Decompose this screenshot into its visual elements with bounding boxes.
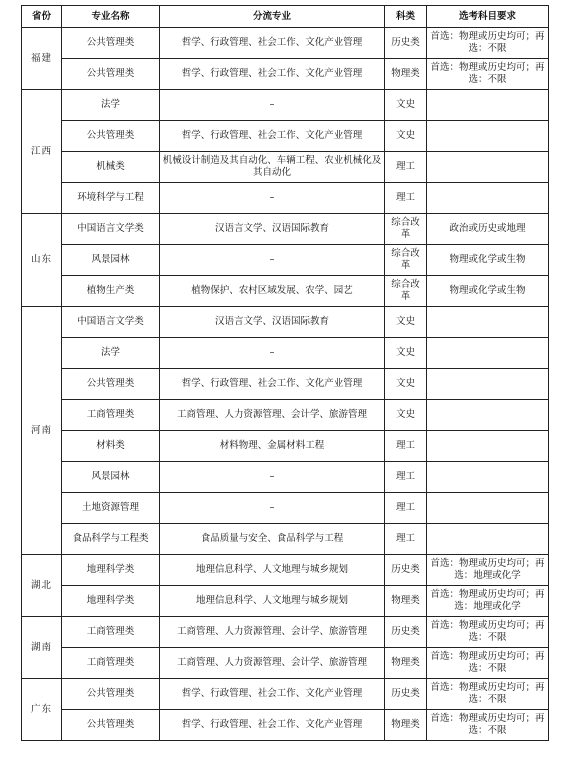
province-cell: 广东 bbox=[22, 679, 62, 741]
table-body bbox=[22, 28, 549, 741]
table-row bbox=[22, 679, 549, 710]
table-row bbox=[22, 307, 549, 338]
major-name-cell: 公共管理类 bbox=[62, 28, 160, 59]
requirement-cell bbox=[427, 90, 549, 121]
requirement-cell: 首选：物理或历史均可；再选：不限 bbox=[427, 617, 549, 648]
table-row bbox=[22, 59, 549, 90]
major-name-cell: 环境科学与工程 bbox=[62, 183, 160, 214]
split-major-cell: – bbox=[160, 183, 385, 214]
split-major-cell: 地理信息科学、人文地理与城乡规划 bbox=[160, 586, 385, 617]
requirement-cell bbox=[427, 152, 549, 183]
province-cell: 福建 bbox=[22, 28, 62, 90]
category-cell: 理工 bbox=[385, 152, 427, 183]
major-name-cell: 公共管理类 bbox=[62, 679, 160, 710]
major-name-cell: 工商管理类 bbox=[62, 617, 160, 648]
table-header-row bbox=[22, 6, 549, 28]
major-name-cell: 公共管理类 bbox=[62, 59, 160, 90]
category-cell: 物理类 bbox=[385, 586, 427, 617]
category-cell: 理工 bbox=[385, 431, 427, 462]
province-cell: 山东 bbox=[22, 214, 62, 307]
table-row bbox=[22, 648, 549, 679]
major-name-cell: 植物生产类 bbox=[62, 276, 160, 307]
split-major-cell: 哲学、行政管理、社会工作、文化产业管理 bbox=[160, 59, 385, 90]
split-major-cell: – bbox=[160, 493, 385, 524]
split-major-cell: – bbox=[160, 245, 385, 276]
major-name-cell: 地理科学类 bbox=[62, 555, 160, 586]
major-split-table bbox=[21, 5, 549, 741]
category-cell: 文史 bbox=[385, 338, 427, 369]
table-row bbox=[22, 555, 549, 586]
category-cell: 历史类 bbox=[385, 617, 427, 648]
requirement-cell: 首选：物理或历史均可；再选：不限 bbox=[427, 59, 549, 90]
province-cell: 河南 bbox=[22, 307, 62, 555]
requirement-cell bbox=[427, 307, 549, 338]
major-name-cell: 中国语言文学类 bbox=[62, 307, 160, 338]
major-name-cell: 工商管理类 bbox=[62, 400, 160, 431]
table-row bbox=[22, 586, 549, 617]
split-major-cell: 汉语言文学、汉语国际教育 bbox=[160, 307, 385, 338]
major-name-cell: 土地资源管理 bbox=[62, 493, 160, 524]
requirement-cell: 首选：物理或历史均可；再选：地理或化学 bbox=[427, 555, 549, 586]
major-name-cell: 中国语言文学类 bbox=[62, 214, 160, 245]
header-province: 省份 bbox=[22, 6, 62, 28]
category-cell: 文史 bbox=[385, 121, 427, 152]
category-cell: 综合改革 bbox=[385, 276, 427, 307]
split-major-cell: – bbox=[160, 462, 385, 493]
table-row bbox=[22, 214, 549, 245]
category-cell: 历史类 bbox=[385, 679, 427, 710]
split-major-cell: 哲学、行政管理、社会工作、文化产业管理 bbox=[160, 28, 385, 59]
requirement-cell: 物理或化学或生物 bbox=[427, 245, 549, 276]
category-cell: 文史 bbox=[385, 369, 427, 400]
requirement-cell bbox=[427, 183, 549, 214]
category-cell: 文史 bbox=[385, 307, 427, 338]
split-major-cell: 工商管理、人力资源管理、会计学、旅游管理 bbox=[160, 400, 385, 431]
table-row bbox=[22, 245, 549, 276]
table-row bbox=[22, 493, 549, 524]
split-major-cell: 材料物理、金属材料工程 bbox=[160, 431, 385, 462]
category-cell: 综合改革 bbox=[385, 245, 427, 276]
requirement-cell bbox=[427, 400, 549, 431]
category-cell: 理工 bbox=[385, 462, 427, 493]
major-name-cell: 工商管理类 bbox=[62, 648, 160, 679]
split-major-cell: 工商管理、人力资源管理、会计学、旅游管理 bbox=[160, 617, 385, 648]
category-cell: 文史 bbox=[385, 90, 427, 121]
major-name-cell: 风景园林 bbox=[62, 462, 160, 493]
table-row bbox=[22, 121, 549, 152]
requirement-cell: 首选：物理或历史均可；再选：不限 bbox=[427, 28, 549, 59]
category-cell: 理工 bbox=[385, 493, 427, 524]
requirement-cell: 首选：物理或历史均可；再选：地理或化学 bbox=[427, 586, 549, 617]
requirement-cell bbox=[427, 462, 549, 493]
split-major-cell: 地理信息科学、人文地理与城乡规划 bbox=[160, 555, 385, 586]
header-split-major: 分流专业 bbox=[160, 6, 385, 28]
requirement-cell bbox=[427, 524, 549, 555]
split-major-cell: 汉语言文学、汉语国际教育 bbox=[160, 214, 385, 245]
category-cell: 历史类 bbox=[385, 555, 427, 586]
table-row bbox=[22, 28, 549, 59]
major-name-cell: 公共管理类 bbox=[62, 369, 160, 400]
major-name-cell: 风景园林 bbox=[62, 245, 160, 276]
table-row bbox=[22, 400, 549, 431]
category-cell: 理工 bbox=[385, 183, 427, 214]
table-row bbox=[22, 369, 549, 400]
header-requirement: 选考科目要求 bbox=[427, 6, 549, 28]
requirement-cell: 首选：物理或历史均可；再选：不限 bbox=[427, 679, 549, 710]
major-name-cell: 材料类 bbox=[62, 431, 160, 462]
category-cell: 综合改革 bbox=[385, 214, 427, 245]
table-row bbox=[22, 617, 549, 648]
split-major-cell: 食品质量与安全、食品科学与工程 bbox=[160, 524, 385, 555]
requirement-cell bbox=[427, 121, 549, 152]
table-row bbox=[22, 183, 549, 214]
table-row bbox=[22, 90, 549, 121]
requirement-cell: 物理或化学或生物 bbox=[427, 276, 549, 307]
requirement-cell: 政治或历史或地理 bbox=[427, 214, 549, 245]
split-major-cell: 工商管理、人力资源管理、会计学、旅游管理 bbox=[160, 648, 385, 679]
major-name-cell: 食品科学与工程类 bbox=[62, 524, 160, 555]
major-name-cell: 公共管理类 bbox=[62, 710, 160, 741]
split-major-cell: – bbox=[160, 90, 385, 121]
province-cell: 江西 bbox=[22, 90, 62, 214]
table-row bbox=[22, 462, 549, 493]
category-cell: 物理类 bbox=[385, 710, 427, 741]
requirement-cell bbox=[427, 369, 549, 400]
table-row bbox=[22, 431, 549, 462]
split-major-cell: 机械设计制造及其自动化、车辆工程、农业机械化及其自动化 bbox=[160, 152, 385, 183]
requirement-cell: 首选：物理或历史均可；再选：不限 bbox=[427, 710, 549, 741]
header-category: 科类 bbox=[385, 6, 427, 28]
category-cell: 历史类 bbox=[385, 28, 427, 59]
split-major-cell: 哲学、行政管理、社会工作、文化产业管理 bbox=[160, 679, 385, 710]
category-cell: 物理类 bbox=[385, 59, 427, 90]
table-row bbox=[22, 710, 549, 741]
table-row bbox=[22, 524, 549, 555]
major-name-cell: 法学 bbox=[62, 90, 160, 121]
table-row bbox=[22, 152, 549, 183]
requirement-cell bbox=[427, 431, 549, 462]
category-cell: 文史 bbox=[385, 400, 427, 431]
province-cell: 湖南 bbox=[22, 617, 62, 679]
major-name-cell: 法学 bbox=[62, 338, 160, 369]
major-name-cell: 地理科学类 bbox=[62, 586, 160, 617]
category-cell: 理工 bbox=[385, 524, 427, 555]
requirement-cell: 首选：物理或历史均可；再选：不限 bbox=[427, 648, 549, 679]
split-major-cell: 哲学、行政管理、社会工作、文化产业管理 bbox=[160, 369, 385, 400]
requirement-cell bbox=[427, 338, 549, 369]
split-major-cell: 哲学、行政管理、社会工作、文化产业管理 bbox=[160, 121, 385, 152]
table-row bbox=[22, 276, 549, 307]
category-cell: 物理类 bbox=[385, 648, 427, 679]
requirement-cell bbox=[427, 493, 549, 524]
header-major: 专业名称 bbox=[62, 6, 160, 28]
split-major-cell: 哲学、行政管理、社会工作、文化产业管理 bbox=[160, 710, 385, 741]
split-major-cell: – bbox=[160, 338, 385, 369]
table-row bbox=[22, 338, 549, 369]
province-cell: 湖北 bbox=[22, 555, 62, 617]
major-name-cell: 机械类 bbox=[62, 152, 160, 183]
major-name-cell: 公共管理类 bbox=[62, 121, 160, 152]
split-major-cell: 植物保护、农村区域发展、农学、园艺 bbox=[160, 276, 385, 307]
